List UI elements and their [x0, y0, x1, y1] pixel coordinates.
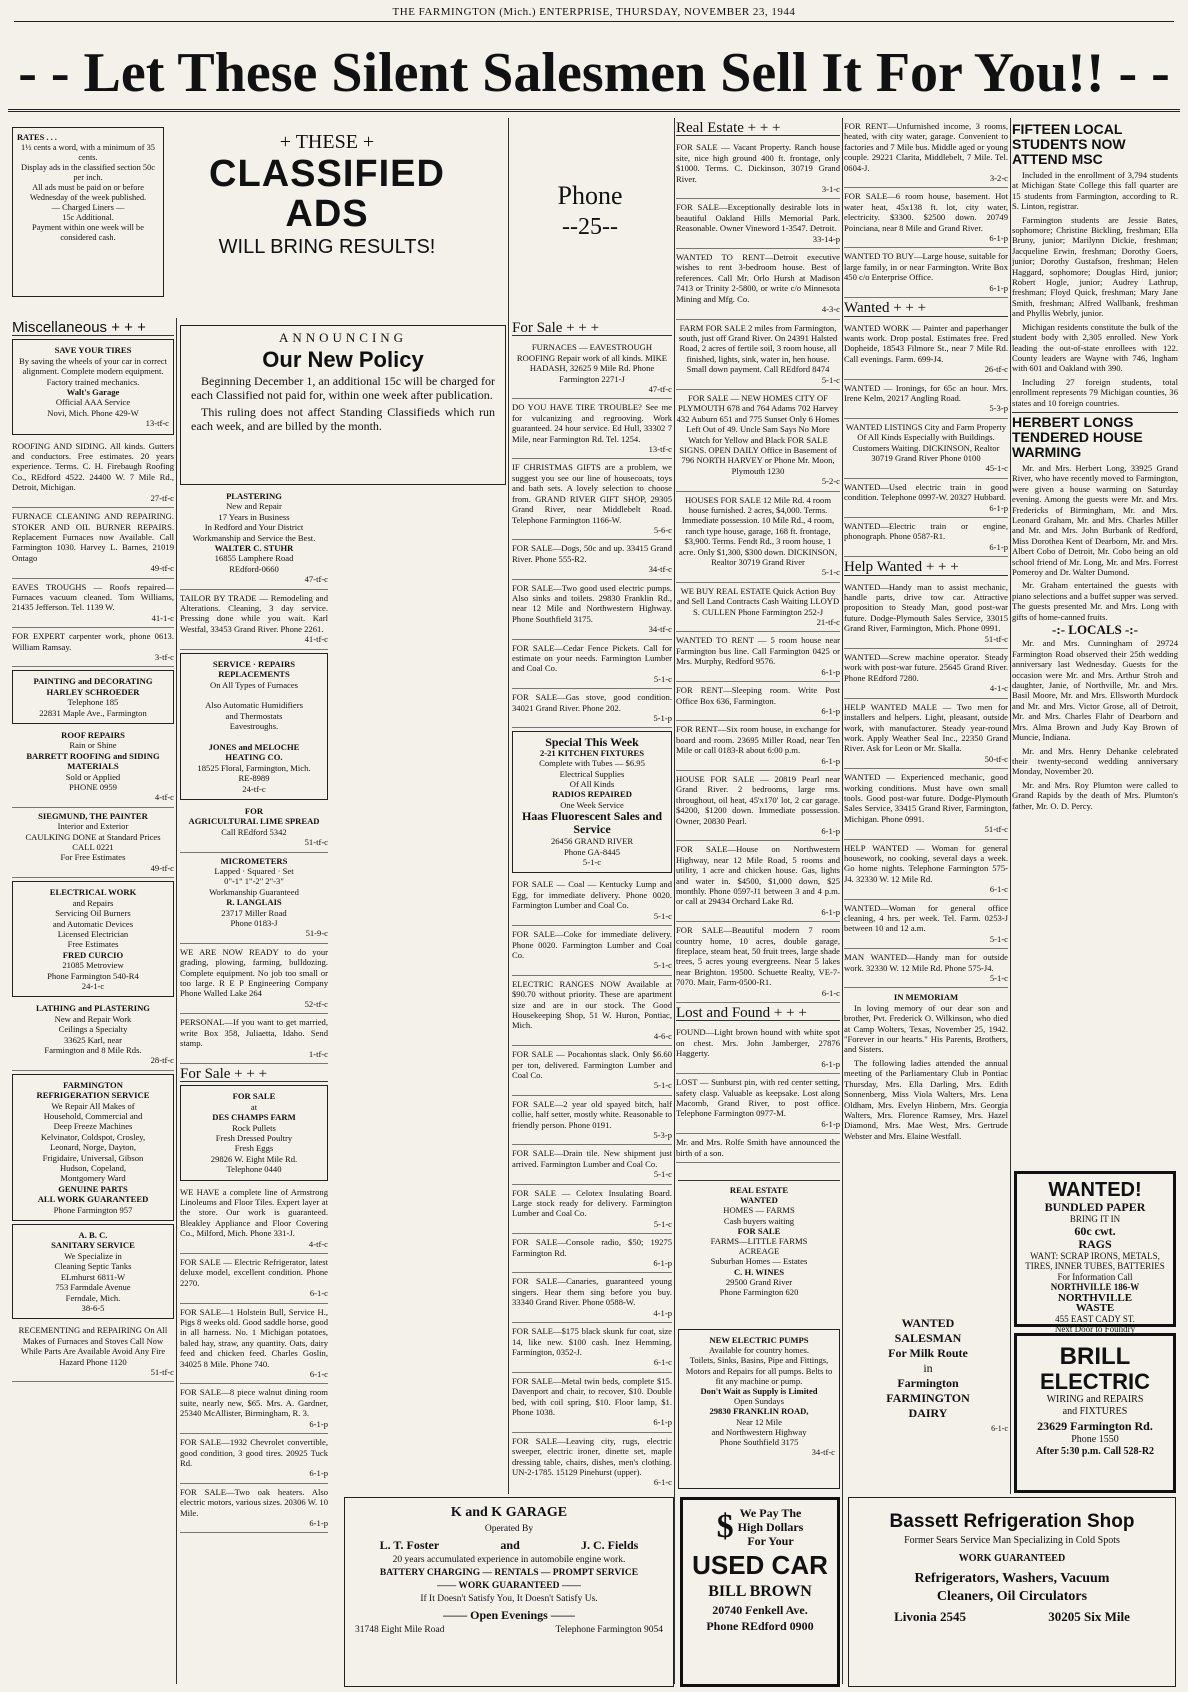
ad-tires — [12, 339, 174, 434]
policy-announcing: ANNOUNCING — [278, 330, 408, 345]
classified-ad: FOR SALE — NEW HOMES CITY OF PLYMOUTH 678 and 764 Adams 702 Harvey 432 Auburn 651 and 775 Sunset Only 6 Homes Left Out of 49. Uncle Sam Says No More Watch for Yellow and Black FOR SALE SIGNS. OPEN DAILY Office in Basement of 796 NORTH HARVEY or Phone Mr. Moon, Plymouth 1230 5-2-c — [676, 390, 840, 492]
classified-ad: DO YOU HAVE TIRE TROUBLE? See me for vulcanizing and regrooving. Work guaranteed. 24 hour service. Ed Hull, 33302 7 Mile, near Farmington Rd. Tel. 1254. 13-tf-c — [512, 399, 672, 459]
ad-brill-electric: BRILL ELECTRIC WIRING and REPAIRS and FIXTURES 23629 Farmington Rd. Phone 1550 After 5:30 p.m. Call 528-R2 — [1014, 1333, 1176, 1493]
rates-line: Display ads in the classified section 50c per inch. — [21, 163, 155, 182]
ad-service: SERVICE · REPAIRS REPLACEMENTS On All Types of Furnaces Also Automatic Humidifiers and Thermostats Eavestroughs. JONES and MELOCHE HEATING CO. 18525 Floral, Farmington, Mich. RE-8989 24-tf-c — [180, 653, 328, 800]
section-heading: For Sale + + + — [512, 323, 672, 336]
ad-lathing: LATHING and PLASTERING New and Repair Work Ceilings a Specialty 33625 Karl, near Farmington and 8 Mile Rds. 28-tf-c — [12, 1000, 174, 1070]
ad-kk-garage: K and K GARAGE Operated By L. T. Foster and J. C. Fields 20 years accumulated experience in automobile engine work. BATTERY CHARGING — RENTALS — PROMPT SERVICE —— WORK GUARANTEED —— If It Doesn't Satisfy You, It Doesn't Satisfy Us. —— Open Evenings —— 31748 Eight Mile Road Telephone Farmington 9054 — [344, 1497, 674, 1687]
classified-ad: LOST — Sunburst pin, with red center setting, safety clasp. Valuable as keepsake. Lost along Macomb, Grand River, to post office. Telephone Farmington 0977-M. 6-1-p — [676, 1074, 840, 1134]
ad-siegmund: SIEGMUND, THE PAINTER Interior and Exterior CAULKING DONE at Standard Prices CALL 0221 For Free Estimates 49-tf-c — [12, 808, 174, 878]
ad-body: By saving the wheels of your car in correct alignment. Complete modern equipment. Factory trained mechanics. — [19, 355, 167, 387]
classified-ad: FOR SALE—Two oak heaters. Also electric motors, various sizes. 20306 W. 10 Mile. 6-1-p — [180, 1484, 328, 1534]
memoriam-body: In loving memory of our dear son and brother, Pvt. Frederick O. Wilkinson, who died at Camp Wolters, Texas, November 25, 1942. "Forever in our hearts." His Parents, Brothers, and Sisters. — [844, 1002, 1008, 1055]
ad-refrigeration: FARMINGTON REFRIGERATION SERVICE We Repair All Makes of Household, Commercial and Deep Freeze Machines Kelvinator, Coldspot, Crosley, Leonard, Norge, Dayton, Frigidaire, Universal, Gibson Hudson, Copeland, Montgomery Ward GENUINE PARTS ALL WORK GUARANTEED Phone Farmington 957 — [12, 1074, 174, 1221]
classified-ad: HELP WANTED — Woman for general housework, no cooking, several days a week. Go home nights. Telephone Farmington 575-J4. 32330 W. 12 Mile Rd. 6-1-c — [844, 840, 1008, 900]
classified-ad: WANTED TO RENT—Detroit executive wishes to rent 3-bedroom house. Best of references. Call Mr. Orlo Hursh at Madison 7413 or Trinity 2-5800, or write c/o Minnesota Mining and Mfg. Co. 4-3-c — [676, 249, 840, 319]
phone-box — [520, 180, 660, 242]
headline-students: FIFTEEN LOCAL STUDENTS NOW ATTEND MSC — [1012, 121, 1126, 167]
classified-ad: WANTED — Experienced mechanic, good working conditions. Must have own small tools. Good post-war future. Dodge-Plymouth Sales Service, 33415 Grand River, Farmington, Michigan. Phone 0991. 51-tf-c — [844, 769, 1008, 839]
classified-ad: FOR SALE—Leaving city, rugs, electric sweeper, electric ironer, dinette set, maple dressing table, chairs, dishes, men's clothing. UN-2-1785. 15129 Pinehurst (upper). 6-1-c — [512, 1433, 672, 1488]
classified-ad: FOR SALE — Celotex Insulating Board. Large stock ready for delivery. Farmington Lumber and Coal Co. 5-1-c — [512, 1185, 672, 1235]
masthead: THE FARMINGTON (Mich.) ENTERPRISE, THURSDAY, NOVEMBER 23, 1944 — [14, 6, 1174, 22]
section-heading: Lost and Found + + + — [676, 1008, 840, 1021]
classified-ad: HOUSE FOR SALE — 20819 Pearl near Grand River. 2 bedrooms, large rms. throughout, oil heat, 45'x170' lot, 2 car garage. $4200, $1200 down. Immediate possession. Owner, 20830 Pearl. 6-1-p — [676, 771, 840, 841]
classified-ad: FOR SALE—Exceptionally desirable lots in beautiful Oakland Hills Memorial Park. Reasonable. Owner Vineword 1-3547. Detroit. 33-14-p — [676, 199, 840, 249]
classified-ad: FOR SALE — Electric Refrigerator, latest deluxe model, excellent condition. Phone 2270. 6-1-c — [180, 1254, 328, 1304]
classified-ad: WANTED TO BUY—Large house, suitable for large family, in or near Farmington. Write Box 450 c/o Enterprise Office. 6-1-p — [844, 248, 1008, 298]
section-heading: Miscellaneous + + + — [12, 323, 174, 336]
classified-ad: WANTED LISTINGS City and Farm Property Of All Kinds Especially with Buildings. Customers Waiting. DICKINSON, Realtor 30719 Grand River Phone 0100 45-1-c — [844, 419, 1008, 479]
ad-bassett-refrigeration: Bassett Refrigeration Shop Former Sears Service Man Specializing in Cold Spots WORK GUARANTEED Refrigerators, Washers, Vacuum Cleaners, Oil Circulators Livonia 2545 30205 Six Mile — [848, 1497, 1176, 1687]
column-wanted — [844, 118, 1008, 1488]
classified-ad: FOR SALE—1932 Chevrolet convertible, good condition, 3 good tires. 20925 Tuck Rd. 6-1-p — [180, 1434, 328, 1484]
ad-wanted-salesman: WANTED SALESMAN For Milk Route in Farmington FARMINGTON DAIRY 6-1-c — [886, 1316, 1008, 1433]
news-paragraph: Mr. and Mrs. Roy Plumton were called to Grand Rapids by the death of Mrs. Plumton's father, Mr. O. D. Percy. — [1012, 779, 1178, 811]
column-rule — [1010, 118, 1011, 1494]
section-heading: Wanted + + + — [844, 303, 1008, 316]
column-rule — [842, 118, 843, 1684]
classified-ad: IF CHRISTMAS GIFTS are a problem, we suggest you see our line of housecoats, toys and bath sets. A lovely selection to choose from. GRAND RIVER GIFT SHOP, 29305 Grand River, near Middlebelt Road. Telephone Farmington 1166-W. 5-6-c — [512, 459, 672, 540]
classified-ad: WANTED—Woman for general office cleaning, 4 hrs. per week. Tel. Farm. 0253-J between 10 and 12 a.m. 5-1-c — [844, 900, 1008, 950]
classified-ad: FOR SALE—Cedar Fence Pickets. Call for estimate on your needs. Farmington Lumber and Coal Co. 5-1-c — [512, 640, 672, 690]
classified-ad: FOR SALE — Coal — Kentucky Lump and Egg, for immediate delivery. Phone 0020. Farmington Lumber and Coal Co. 5-1-c — [512, 876, 672, 926]
classified-ad: MAN WANTED—Handy man for outside work. 32330 W. 12 Mile Rd. Phone 575-J4. 5-1-c — [844, 949, 1008, 988]
classified-ad: WE ARE NOW READY to do your grading, plowing, farming, bulldozing. Complete equipment. No job too small or too large. R E P Engineering Company Phone Walled Lake 264 52-tf-c — [180, 944, 328, 1014]
phone-number: --25-- — [562, 214, 618, 240]
classified-ad: FOR SALE—$175 black skunk fur coat, size 14, like new. $100 cash. Inez Hemming, Farmington, 0352-J. 6-1-c — [512, 1323, 672, 1373]
classified-ad: FOR SALE—Console radio, $50; 19275 Farmington Rd. 6-1-p — [512, 1234, 672, 1273]
classified-these: + THESE + — [279, 131, 375, 153]
rates-title: RATES . . . — [17, 133, 57, 142]
column-rule — [674, 118, 675, 1684]
classified-ad: FOR SALE — Vacant Property. Ranch house site, nice high ground 400 ft. frontage, only $1000. Terms. C. Dickinson, 30719 Grand River. 3-1-c — [676, 139, 840, 199]
classified-ad: FOR SALE—2 year old spayed bitch, half collie, half setter, mostly white. Reasonable to friendly person. Phone 0191. 5-3-p — [512, 1096, 672, 1146]
news-paragraph: Mr. and Mrs. Cunningham of 29724 Farmington Road observed their 25th wedding anniversary last Wednesday. Guests for the occasion were Mr. and Mrs. Arthur Stroh and daughter, Janie, of Northville, Mr. and Mrs. Basil Moore, Mr. and Mrs. Ellsworth Murdock and Mr. and Mrs. Victor Grose, all of Detroit, Mr. and Mrs. Charles Flahr of Dearborn and Mrs. Alma Brown and Judy Kay Brown of Muncie, Indiana. — [1012, 638, 1178, 743]
column-rule — [508, 118, 509, 1494]
policy-title: Our New Policy — [262, 347, 424, 372]
classified-ad: FOR SALE—Two good used electric pumps. Also sinks and toilets. 29830 Franklin Rd., near 12 Mile and Northwestern Highway. Phone Southfield 3175. 34-tf-c — [512, 580, 672, 640]
column-rule — [176, 318, 177, 1684]
classified-ad: FARM FOR SALE 2 miles from Farmington, south, just off Grand River. On 24391 Halsted Road, 2 acres of fertile soil, 3 room house, all finished, lights, sink, water in, hen house. Small down payment. Call REdford 8474 5-1-c — [676, 320, 840, 390]
ad-micrometers: MICROMETERS Lapped · Squared · Set 0"-1" 1"-2" 2"-3" Workmanship Guaranteed R. LANGLAIS 23717 Miller Road Phone 0183-J 51-9-c — [180, 853, 328, 944]
news-paragraph: Michigan residents constitute the bulk of the student body with 2,305 enrolled. New York leading the out-of-state enrollees with 122. County leaders are Wayne with 746, Ingham with 601 and Oakland with 390. — [1012, 321, 1178, 374]
column-for-sale — [512, 318, 672, 1488]
ad-used-car: $ We Pay The High Dollars For Your USED CAR BILL BROWN 20740 Fenkell Ave. Phone REdford 0900 — [680, 1497, 840, 1687]
rates-line: Payment within one week will be considered cash. — [32, 223, 144, 242]
ad-recementing: RECEMENTING and REPAIRING On All Makes of Furnaces and Stoves Call Now While Parts Are Available Avoid Any Fire Hazard Phone 1120 51-tf-c — [12, 1322, 174, 1382]
column-miscellaneous — [12, 318, 174, 1684]
classified-ad: HELP WANTED MALE — Two men for installers and helpers. Light, pleasant, outside work, with manufacturer. Steady year-round work. Apply Weather Seal Inc., 22350 Grand River. Ask for Leon or Mr. Skalla. 50-tf-c — [844, 699, 1008, 769]
classified-ads-box — [176, 130, 478, 298]
classified-ad: FOR SALE—Gas stove, good condition. 34021 Grand River. Phone 202. 5-1-p — [512, 689, 672, 728]
classified-ad: FOR SALE—Canaries, guaranteed young singers. Hear them sing before you buy. 33340 Grand River. Phone 0588-W. 4-1-p — [512, 1273, 672, 1323]
classified-ad: FOR SALE—Metal twin beds, complete $15. Davenport and chair, to recover, $10. Double bed, with coil spring, $10. Floor lamp, $1. Phone 1038. 6-1-p — [512, 1373, 672, 1433]
ad-lime: FOR AGRICULTURAL LIME SPREAD Call REdford 5342 51-tf-c — [180, 803, 328, 853]
classified-ad: FOR RENT—Unfurnished income, 3 rooms, heated, with city water, garage. Convenient to factories and 7 Mile bus. Middle aged or young couple. 29221 Clarita, Middlebelt, 7 Mile. Tel. 0604-J. 3-2-c — [844, 118, 1008, 188]
section-heading: For Sale + + + — [180, 1069, 328, 1082]
ad-ref: 13-tf-c — [145, 418, 169, 429]
classified-ad: WANTED—Used electric train in good condition. Telephone 0997-W. 20327 Hubbard. 6-1-p — [844, 479, 1008, 518]
classified-ad: WE HAVE a complete line of Armstrong Linoleums and Floor Tiles. Expert layer at the store. Our work is guaranteed. Bleakley Appliance and Floor Covering Co., Milford, Mich. Phone 331-J. 4-tf-c — [180, 1184, 328, 1254]
classified-title: CLASSIFIED — [209, 153, 445, 195]
classified-ad: FOR SALE — Pocahontas slack. Only $6.60 per ton, delivered. Farmington Lumber and Coal Co. 5-1-c — [512, 1046, 672, 1096]
classified-ad: HOUSES FOR SALE 12 Mile Rd. 4 room house furnished. 2 acres, $4,000. Terms. Immediate possession. 10 Mile Rd., 4 room, ranch type house, garage, 168 ft. frontage, $3,900. Terms. Fendt Rd., 3 room house, 1 acre. Only $1,300, $300 down. DICKINSON, Realtor 30719 Grand River 5-1-c — [676, 492, 840, 583]
classified-ad: FOR RENT—Sleeping room. Write Post Office Box 636, Farmington. 6-1-p — [676, 682, 840, 721]
locals-heading: -:- LOCALS -:- — [1052, 622, 1138, 638]
classified-ad: FOR SALE—Beautiful modern 7 room country home, 10 acres, double garage, fireplace, steam heat, 50 fruit trees, large shade trees, 5 acres young evergreens. Near 5 lakes near Brighton. 19500. Schuette Realty, VE-7-7070. Mair, Farm-0500-R1. 6-1-c — [676, 922, 840, 1003]
banner-headline: - - Let These Silent Salesmen Sell It For You!! - - — [8, 34, 1180, 112]
ad-painting: PAINTING and DECORATING HARLEY SCHROEDER Telephone 185 22831 Maple Ave., Farmington — [12, 670, 174, 724]
news-paragraph: Included in the enrollment of 3,794 students at Michigan State College this fall quarter are 15 students from Farmington, according to R. S. Linton, registrar. — [1012, 170, 1178, 212]
classified-ad: ROOFING AND SIDING. All kinds. Gutters and conductors. Free estimates. 20 years experience. Terms. C. H. Firebaugh Roofing Co., REdford 4522. 24400 W. 7 Mile Rd., Detroit, Michigan. 27-tf-c — [12, 438, 174, 508]
rates-line: 1½ cents a word, with a minimum of 35 cents. — [21, 143, 155, 162]
classified-ad: WANTED—Handy man to assist mechanic, handle parts, drive tow car. Attractive proposition to Steady Man, good post-war future. Dodge-Plymouth Sales Service, 33015 Grand River, Farmington, Mich. Phone 0991. 51-tf-c — [844, 579, 1008, 649]
ad-electrical: ELECTRICAL WORK and Repairs Servicing Oil Burners and Automatic Devices Licensed Electrician Free Estimates FRED CURCIO 21085 Metroview Phone Farmington 540-R4 24-1-c — [12, 881, 174, 997]
classified-ad: FOR SALE—Dogs, 50c and up. 33415 Grand River. Phone 555-R2. 34-tf-c — [512, 540, 672, 579]
ad-real-estate-wanted: REAL ESTATE WANTED HOMES — FARMS Cash buyers waiting FOR SALE FARMS—LITTLE FARMS ACREAGE Suburban Homes — Estates C. H. WINES 29500 Grand River Phone Farmington 620 — [678, 1180, 840, 1320]
ad-name: Walt's Garage — [66, 387, 120, 398]
policy-p2: This ruling does not affect Standing Classifieds which run each week, and are billed by the month. — [191, 405, 495, 433]
classified-ad: WANTED WORK — Painter and paperhanger wants work. Drop postal. Estimates free. Fred Dopheide, 18543 Filmore St., near 7 Mile Rd. Call evenings. Farm. 699-J4. 26-tf-c — [844, 320, 1008, 380]
ad-sub: Official AAA Service — [55, 397, 131, 408]
ad-sanitary: A. B. C. SANITARY SERVICE We Specialize in Cleaning Septic Tanks ELmhurst 6811-W 753 Farmdale Avenue Ferndale, Mich. 38-6-5 — [12, 1224, 174, 1319]
classified-ad: FOUND—Light brown hound with white spot on chest. Mrs. John Jamberger, 27876 Haggerty. 6-1-p — [676, 1024, 840, 1074]
ad-electric-pumps: NEW ELECTRIC PUMPS Available for country homes. Toilets, Sinks, Basins, Pipe and Fittings, Motors and Repairs for all pumps. Belts to fit any machine or pump. Don't Wait as Supply is Limited Open Sundays 29830 FRANKLIN ROAD, Near 12 Mile and Northwestern Highway Phone Southfield 3175 34-tf-c — [678, 1329, 840, 1489]
classified-ad: FOR SALE—House on Northwestern Highway, near 12 Mile Road, 5 rooms and utility, 1 acre and chicken house. Gas, lights and water in. $4500, $1,000 down, $25 monthly. Phone 0597-J1 between 3 and 4 p.m. or call at 29434 Orchard Lake Rd. 6-1-p — [676, 841, 840, 922]
dollar-sign-icon: $ — [716, 1508, 734, 1545]
memoriam-p2: The following ladies attended the annual meeting of the Parliamentary Club in Pontiac Thursday, Mrs. Ella Darling, Mrs. Edith Sonnenberg, Miss Viola Walters, Mrs. Lena Oldham, Mrs. Evelyn Hinbern, Mrs. Georgia Walters, Mrs. Florence Ramsey, Mrs. Hazel Diamond, Mrs. Mae West, Mrs. Gertrude Webster and Mrs. Elaine Westfall. — [844, 1057, 1008, 1141]
news-paragraph: Mr. and Mrs. Henry Dehanke celebrated their twenty-second wedding anniversary Monday, November 20. — [1012, 745, 1178, 777]
classified-ad: FOR SALE—Coke for immediate delivery. Phone 0020. Farmington Lumber and Coal Co. 5-1-c — [512, 926, 672, 976]
ad-title: SAVE YOUR TIRES — [54, 345, 132, 356]
classified-ad: FOR SALE—1 Holstein Bull, Service H., Pigs 8 weeks old. Good saddle horse, good in all harness. No. 1 Michigan potatoes, baled hay, straw, any quantity. Oats, dairy feed and chicken feed. Charles Goslin, 34025 8 Mile. Phone 740. 6-1-c — [180, 1304, 328, 1385]
rates-line: All ads must be paid on or before Wednesday of the week published. — [29, 183, 147, 202]
column-two — [180, 488, 328, 1684]
classified-ad: ELECTRIC RANGES NOW Available at $90.70 without priority. These are apartment size and are in our stock. The Good Housekeeping Shop, 51 W. Huron, Pontiac, Mich. 4-6-c — [512, 976, 672, 1046]
classified-ad: WANTED—Screw machine operator. Steady work with post-war future. 25645 Grand River. Phone REdford 7280. 4-1-c — [844, 649, 1008, 699]
section-heading: Help Wanted + + + — [844, 562, 1008, 575]
section-heading: Real Estate + + + — [676, 123, 840, 136]
classified-ad: PERSONAL—If you want to get married, write Box 358, Juliaetta, Idaho. Send stamp. 1-tf-c — [180, 1014, 328, 1064]
phone-label: Phone — [557, 181, 623, 210]
classified-ad: EAVES TROUGHS — Roofs repaired—Furnaces vacuum cleaned. Tom Williams, 21435 Jefferson. Tel. 1139 W. 41-1-c — [12, 579, 174, 629]
ad-wanted-paper: WANTED! BUNDLED PAPER BRING IT IN 60c cwt. RAGS WANT: SCRAP IRONS, METALS, TIRES, INNER TUBES, BATTERIES For Information Call NORTHVILLE 186-W NORTHVILLE WASTE 455 EAST CADY ST. Next Door to Foundry — [1014, 1171, 1176, 1327]
ad-special: Special This Week 2-21 KITCHEN FIXTURES Complete with Tubes — $6.95 Electrical Supplies Of All Kinds RADIOS REPAIRED One Week Service Haas Fluorescent Sales and Service 26456 GRAND RIVER Phone GA-8445 5-1-c — [512, 731, 672, 873]
classified-ad: FOR EXPERT carpenter work, phone 0613. William Ramsay. 3-tf-c — [12, 628, 174, 667]
classified-ad: FOR SALE—6 room house, basement. Hot water heat, 45x138 ft. lot, city water, electricity. $3300. $2500 down. 20749 Poinciana, near 8 Mile and Grand River. 6-1-p — [844, 188, 1008, 248]
ad-loc: Novi, Mich. Phone 429-W — [47, 407, 139, 418]
classified-ad: FOR SALE—8 piece walnut dining room suite, nearly new, $65. Mrs. A. Gardner, 25340 McAllister, Birmingham, R. 3. 6-1-p — [180, 1384, 328, 1434]
ad-deschamps: FOR SALE at DES CHAMPS FARM Rock Pullets Fresh Dressed Poultry Fresh Eggs 29826 W. Eight Mile Rd. Telephone 0440 — [180, 1085, 328, 1180]
ad-plastering: PLASTERING New and Repair 17 Years in Business In Redford and Your District Workmanship and Service the Best. WALTER C. STUHR 16855 Lamphere Road REdford-0660 47-tf-c — [180, 488, 328, 590]
rates-box — [12, 127, 164, 297]
policy-box — [180, 325, 506, 485]
classified-ad: WE BUY REAL ESTATE Quick Action Buy and Sell Land Contracts Cash Waiting LLOYD S. CULLEN Phone Farmington 252-J 21-tf-c — [676, 583, 840, 633]
policy-p1: Beginning December 1, an additional 15c will be charged for each Classified not paid for, within one week after publication. — [191, 374, 495, 402]
ad-tailor: TAILOR BY TRADE — Remodeling and Alterations. Cleaning, 3 day service. Pressing done while you wait. Karl Westfal, 33453 Grand River. Phone 2261. 41-tf-c — [180, 590, 328, 650]
rates-line: 15c Additional. — [62, 213, 114, 222]
ad-roof: ROOF REPAIRS Rain or Shine BARRETT ROOFING and SIDING MATERIALS Sold or Applied PHONE 0959 4-tf-c — [12, 727, 174, 808]
classified-ads: ADS — [285, 193, 369, 235]
headline-housewarming: HERBERT LONGS TENDERED HOUSE WARMING — [1012, 412, 1178, 460]
classified-ad: WANTED — Ironings, for 65c an hour. Mrs. Irene Kelm, 20217 Angling Road. 5-3-p — [844, 380, 1008, 419]
news-paragraph: Mr. and Mrs. Herbert Long, 33925 Grand River, who have recently moved to Farmington, were given a house warming on Saturday evening. Among the guests were Mr. and Mrs. Fredericks of Birmingham, Mr. and Mrs. Leonard Graham, Mr. and Mrs. Charles Miller and Mr. and Mrs. John Burbank of Redford, Miss Dorothea Kent of Dearborn, Mr. and Mrs. Albert Cobo of Detroit, Mr. Cobo being an old school friend of Mr. Long, Mr. and Mrs. Forrest Pomeroy and Dr. Walter Dumond. — [1012, 462, 1178, 577]
classified-ad: FOR RENT—Six room house, in exchange for board and room. 23695 Miller Road, near Ten Mile or call 0183-R about 6:00 p.m. 6-1-p — [676, 721, 840, 771]
classified-ad: FURNACES — EAVESTROUGH ROOFING Repair work of all kinds. MIKE HADASH, 32625 9 Mile Rd. Phone Farmington 2271-J 47-tf-c — [512, 339, 672, 399]
classified-ad: FURNACE CLEANING AND REPAIRING. STOKER AND OIL BURNER REPAIRS. Replacement Furnaces now Available. Call Farmington 1030. Harvey L. Barnes, 21019 Ontago 49-tf-c — [12, 508, 174, 578]
classified-ad: FOR SALE—Drain tile. New shipment just arrived. Farmington Lumber and Coal Co. 5-1-c — [512, 1145, 672, 1184]
news-paragraph: Farmington students are Jessie Bates, sophomore; Christine Bickling, freshman; Ella Bruny, junior; Marilynn Dickie, freshman; Jacqueline Erwin, freshman; Dorothy Goers, junior; Dorothy Gustafson, freshman; Helen Haggard, sophomore; Douglas Hird, junior; Robert Hogle, junior; Audrey Lathrup, freshman; Floyd Quick, freshman; Mary Jane Smith, freshman; Alfred Wallbank, freshman and Phyllis Webrly, junior. — [1012, 214, 1178, 319]
news-paragraph: Mr. Graham entertained the guests with piano selections and a buffet supper was served. The guests presented Mr. and Mrs. Long with gifts of home-canned fruits. — [1012, 580, 1178, 622]
column-news — [1012, 118, 1178, 1158]
news-paragraph: Including 27 foreign students, total enrollment represents 79 Michigan counties, 36 states and 10 foreign countries. — [1012, 376, 1178, 408]
classified-ad: WANTED—Electric train or engine, phonograph. Phone 0587-R1. 6-1-p — [844, 518, 1008, 557]
classified-ad: Mr. and Mrs. Rolfe Smith have announced the birth of a son. — [676, 1134, 840, 1163]
rates-line: — Charged Liners — — [51, 203, 125, 212]
classified-results: WILL BRING RESULTS! — [218, 236, 436, 258]
classified-ad: WANTED TO RENT — 5 room house near Farmington bus line. Call Farmington 0425 or Mrs. Murphy, Redford 9576. 6-1-p — [676, 632, 840, 682]
memoriam-title: IN MEMORIAM — [893, 992, 959, 1003]
